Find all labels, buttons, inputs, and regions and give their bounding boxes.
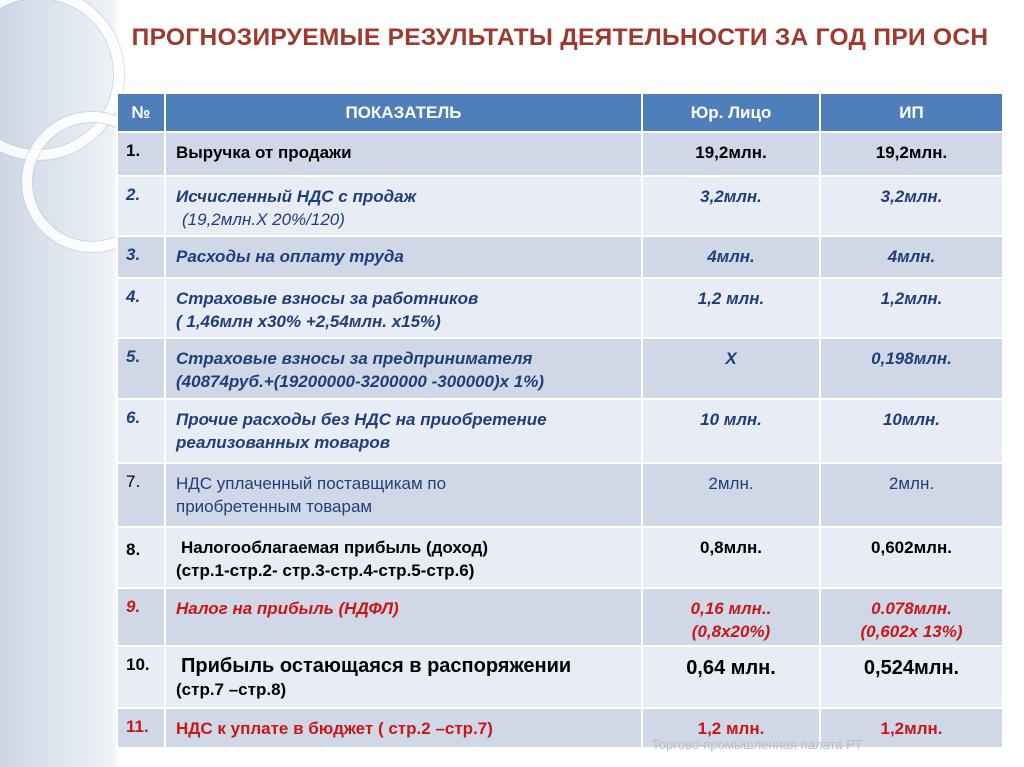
row-number: 8. xyxy=(117,527,165,588)
row-number: 7. xyxy=(117,463,165,527)
table-row xyxy=(117,236,1003,278)
legal-value-line2: (0,8х20%) xyxy=(691,622,771,641)
indicator-line1: Страховые взносы за работников xyxy=(176,289,479,308)
row-number: 4. xyxy=(117,278,165,338)
indicator-line1: Прибыль остающаяся в распоряжении xyxy=(181,655,572,677)
indicator-line1: НДС уплаченный поставщикам по xyxy=(176,474,447,493)
row-indicator xyxy=(165,463,642,527)
table-row xyxy=(117,132,1003,176)
row-number: 5. xyxy=(117,338,165,399)
row-ip-value: 2млн. xyxy=(820,463,1003,527)
indicator-line2: приобретенным товарам xyxy=(176,497,373,516)
table-row xyxy=(117,399,1003,463)
row-legal-value: 1,2 млн. xyxy=(642,708,820,748)
row-legal-value: 10 млн. xyxy=(642,399,820,463)
row-legal-value: 19,2млн. xyxy=(642,132,820,176)
row-number: 6. xyxy=(117,399,165,463)
row-indicator xyxy=(165,646,642,708)
row-legal-value xyxy=(642,588,820,646)
row-number: 3. xyxy=(117,236,165,278)
row-indicator xyxy=(165,338,642,399)
row-indicator xyxy=(165,236,642,278)
table-row xyxy=(117,588,1003,646)
row-ip-value: 0,198млн. xyxy=(820,338,1003,399)
row-ip-value xyxy=(820,588,1003,646)
indicator-line2: ( 1,46млн х30% +2,54млн. х15%) xyxy=(176,312,441,331)
row-indicator xyxy=(165,527,642,588)
row-indicator xyxy=(165,708,642,748)
indicator-line1: НДС к уплате в бюджет ( стр.2 –стр.7) xyxy=(176,719,493,738)
table-row xyxy=(117,176,1003,236)
row-legal-value: 0,8млн. xyxy=(642,527,820,588)
legal-value-line1: 0,16 млн.. xyxy=(690,599,772,618)
indicator-line1: Прочие расходы без НДС на приобретение xyxy=(176,410,547,429)
row-ip-value: 0,524млн. xyxy=(820,646,1003,708)
row-legal-value: 2млн. xyxy=(642,463,820,527)
row-ip-value: 10млн. xyxy=(820,399,1003,463)
header-num: № xyxy=(117,93,165,132)
table-row xyxy=(117,708,1003,748)
row-legal-value: 0,64 млн. xyxy=(642,646,820,708)
row-legal-value: Х xyxy=(642,338,820,399)
row-legal-value: 3,2млн. xyxy=(642,176,820,236)
indicator-line2: (стр.1-стр.2- стр.3-стр.4-стр.5-стр.6) xyxy=(176,561,475,580)
table-header-row xyxy=(117,93,1003,132)
row-ip-value: 0,602млн. xyxy=(820,527,1003,588)
row-indicator xyxy=(165,132,642,176)
row-ip-value: 1,2млн. xyxy=(820,708,1003,748)
indicator-line2: (19,2млн.Х 20%/120) xyxy=(182,210,345,229)
indicator-line1: Налог на прибыль (НДФЛ) xyxy=(176,599,399,618)
header-indicator: ПОКАЗАТЕЛЬ xyxy=(165,93,642,132)
table-row xyxy=(117,463,1003,527)
row-number: 1. xyxy=(117,132,165,176)
row-indicator xyxy=(165,176,642,236)
row-legal-value: 4млн. xyxy=(642,236,820,278)
table-row xyxy=(117,527,1003,588)
table-row xyxy=(117,278,1003,338)
indicator-line2: (40874руб.+(19200000-3200000 -300000)х 1%) xyxy=(176,372,545,391)
row-number: 9. xyxy=(117,588,165,646)
row-ip-value: 19,2млн. xyxy=(820,132,1003,176)
indicator-line1: Расходы на оплату труда xyxy=(176,247,404,266)
table-row xyxy=(117,338,1003,399)
row-ip-value: 4млн. xyxy=(820,236,1003,278)
ip-value-line2: (0,602х 13%) xyxy=(860,622,963,641)
indicator-line2: реализованных товаров xyxy=(176,433,391,452)
row-ip-value: 1,2млн. xyxy=(820,278,1003,338)
row-legal-value: 1,2 млн. xyxy=(642,278,820,338)
header-ip: ИП xyxy=(820,93,1003,132)
page-title: ПРОГНОЗИРУЕМЫЕ РЕЗУЛЬТАТЫ ДЕЯТЕЛЬНОСТИ ЗА ГОД ПРИ ОСН xyxy=(131,24,989,51)
indicator-line1: Налогооблагаемая прибыль (доход) xyxy=(181,538,489,557)
row-number: 2. xyxy=(117,176,165,236)
indicator-line1: Страховые взносы за предпринимателя xyxy=(176,349,533,368)
ip-value-line1: 0.078млн. xyxy=(871,599,952,618)
results-table xyxy=(116,92,1004,749)
row-indicator xyxy=(165,399,642,463)
row-indicator xyxy=(165,278,642,338)
row-number: 10. xyxy=(117,646,165,708)
watermark: Торгово-промышленная палата РТ xyxy=(652,737,863,752)
indicator-line1: Выручка от продажи xyxy=(176,143,352,162)
indicator-line2: (стр.7 –стр.8) xyxy=(176,680,287,699)
row-ip-value: 3,2млн. xyxy=(820,176,1003,236)
table-row xyxy=(117,646,1003,708)
row-number: 11. xyxy=(117,708,165,748)
indicator-line1: Исчисленный НДС с продаж xyxy=(176,187,417,206)
header-legal-entity: Юр. Лицо xyxy=(642,93,820,132)
row-indicator xyxy=(165,588,642,646)
